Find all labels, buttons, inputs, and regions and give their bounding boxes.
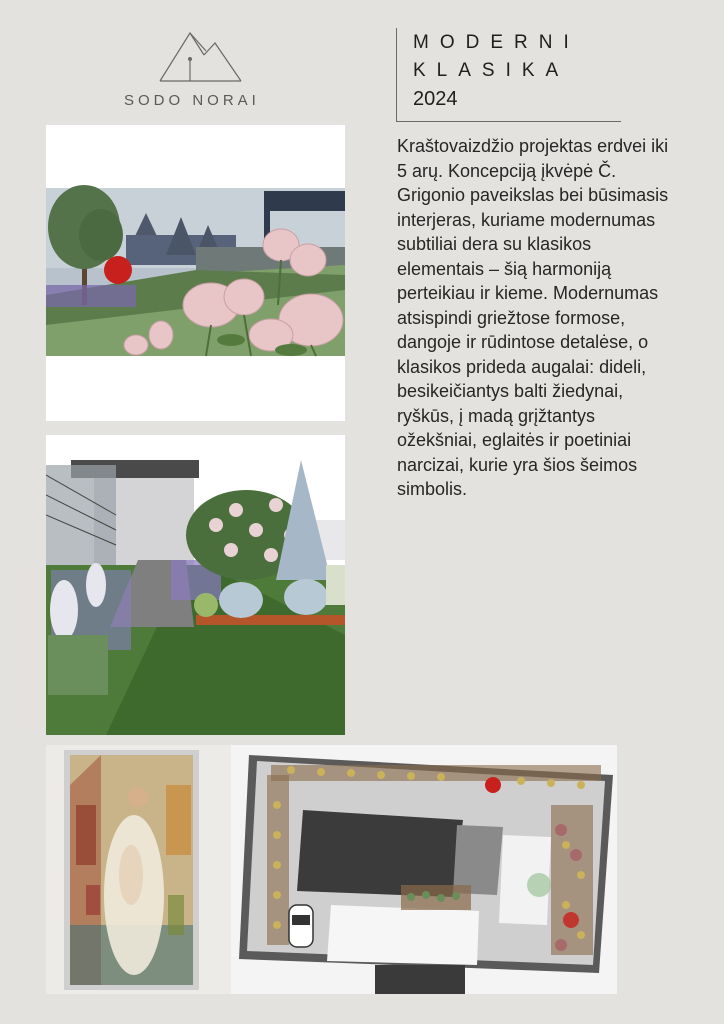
garden-site-plan — [231, 745, 617, 994]
garden-render-hydrangeas — [46, 125, 345, 421]
house-roof-icon — [110, 25, 300, 87]
project-description: Kraštovaizdžio projektas erdvei iki 5 arų. Koncepciją įkvėpė Č. Grigonio paveikslas bei būsimasis interjeras, kuriame modernumas subtiliai dera su klasikos elementais – šią harmoniją perteikiau ir kieme. Modernumas atsispindi griežtose formose, dangoje ir rūdintose detalėse, o klasikos prideda augalai: dideli, besikeičiantys balti žiedynai, ryškūs, į madą grįžtantys ožekšniai, eglaitės ir poetiniai narcizai, kurie yra šios šeimos simbolis. — [397, 136, 669, 499]
header-divider-vertical — [396, 28, 397, 122]
brand-name: SODO NORAI — [124, 92, 260, 109]
page-title-line2: KLASIKA — [413, 60, 570, 81]
page-title-line1: MODERNI — [413, 32, 580, 53]
header-divider-horizontal — [396, 121, 621, 122]
garden-render-path — [46, 435, 345, 735]
page-year: 2024 — [413, 88, 458, 110]
grigonis-painting — [46, 745, 231, 994]
